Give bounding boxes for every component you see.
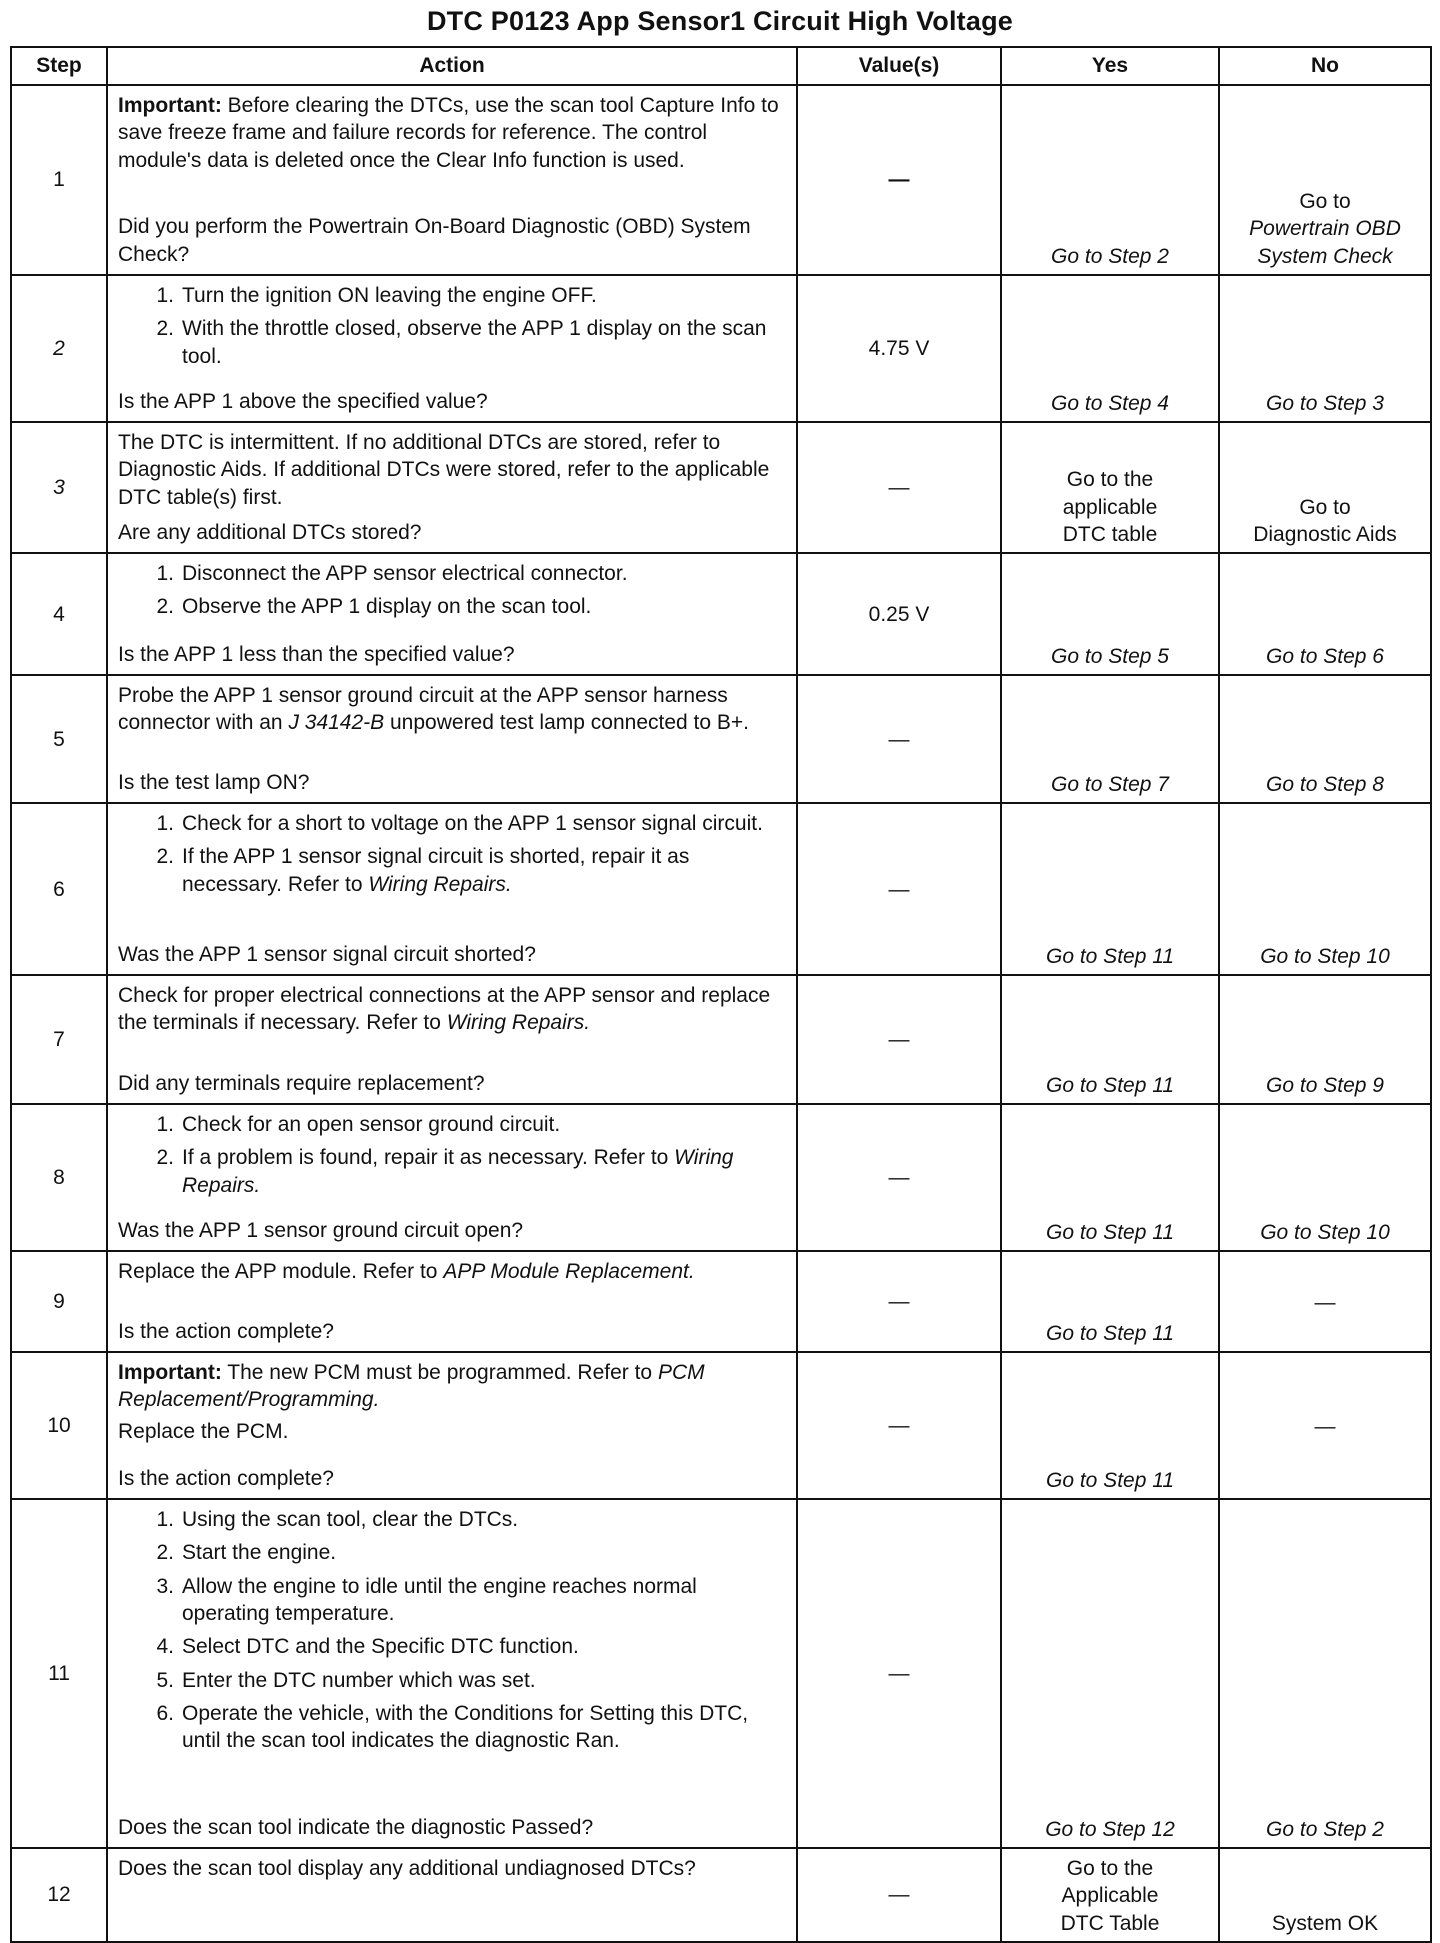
list-item [118,560,786,587]
item-number: 2. [156,595,174,619]
header-step: Step [11,47,107,85]
item-text: Allow the engine to idle until the engine reaches normal operating temperature. [182,1574,697,1626]
yes-cell: Go to Step 12 [1001,1499,1219,1848]
no-cell: Go to Step 10 [1219,803,1431,975]
action-cell [107,1251,797,1352]
action-cell [107,422,797,553]
item-text [182,843,786,898]
doc-reference: APP Module Replacement. [443,1260,695,1284]
action-cell [107,1104,797,1251]
step-number: 12 [11,1848,107,1942]
item-number: 1. [156,812,174,836]
action-question: Was the APP 1 sensor signal circuit shorted? [118,942,536,966]
no-cell: — [1219,1352,1431,1499]
item-number: 2. [156,317,174,341]
action-cell [107,85,797,275]
value-cell: — [797,1251,1001,1352]
table-row [11,1251,1431,1352]
dtc-table [10,46,1432,1943]
no-cell [1219,422,1431,553]
item-text: Observe the APP 1 display on the scan tool. [182,595,592,619]
action-question: Is the action complete? [118,1319,334,1343]
item-text: Turn the ignition ON leaving the engine OFF. [182,284,597,307]
table-row [11,803,1431,975]
no-cell: Go to Step 10 [1219,1104,1431,1251]
list-item [118,810,786,837]
table-row [11,1499,1431,1848]
step-number: 5 [11,675,107,803]
list-item [118,1667,786,1694]
important-text: The new PCM must be programmed. Refer to [221,1361,658,1385]
action-text [118,682,786,737]
yes-cell [1001,422,1219,553]
item-number: 2. [156,1146,174,1170]
table-row [11,85,1431,275]
action-cell [107,553,797,675]
item-text: With the throttle closed, observe the APP 1 display on the scan tool. [182,317,767,368]
action-question: Is the action complete? [118,1466,334,1490]
yes-cell: Go to Step 11 [1001,1251,1219,1352]
yes-cell: Go to Step 11 [1001,803,1219,975]
doc-reference: Wiring Repairs. [446,1011,591,1035]
action-question: Does the scan tool display any additional undiagnosed DTCs? [118,1857,696,1881]
doc-reference: Wiring Repairs. [182,1146,734,1197]
value-cell: 4.75 V [797,275,1001,422]
item-number: 2. [156,1541,174,1565]
table-row [11,275,1431,422]
yes-line: Go to the [1066,468,1154,492]
list-item [118,1700,786,1755]
table-row [11,975,1431,1104]
step-number: 6 [11,803,107,975]
action-question: Is the test lamp ON? [118,770,310,794]
no-cell: Go to Step 6 [1219,553,1431,675]
list-item [118,1539,786,1566]
list-item [118,282,786,309]
item-text-part: If the APP 1 sensor signal circuit is shorted, repair it as necessary. Refer to [182,845,690,896]
yes-line: applicable [1062,495,1158,519]
action-question: Did any terminals require replacement? [118,1071,485,1095]
item-text: Select DTC and the Specific DTC function. [182,1635,579,1659]
action-cell [107,275,797,422]
yes-cell: Go to Step 7 [1001,675,1219,803]
value-cell: 0.25 V [797,553,1001,675]
important-label: Important: [118,94,222,117]
item-number: 4. [156,1635,174,1659]
yes-cell [1001,1848,1219,1942]
document-title: DTC P0123 App Sensor1 Circuit High Voltage [426,6,1013,36]
list-item [118,1111,786,1138]
yes-cell: Go to Step 11 [1001,1352,1219,1499]
list-item [118,843,786,898]
action-cell [107,1848,797,1942]
action-steps [118,810,786,904]
step-number: 8 [11,1104,107,1251]
action-text: The DTC is intermittent. If no additional DTCs are stored, refer to Diagnostic Aids. If additional DTCs were stored, refer to the applicable DTC table(s) first. [118,431,770,509]
item-number: 3. [156,1574,174,1598]
step-number: 11 [11,1499,107,1848]
step-number: 1 [11,85,107,275]
item-text [182,1144,786,1199]
yes-line: Applicable [1061,1884,1159,1908]
item-text: Using the scan tool, clear the DTCs. [182,1508,519,1532]
value-text: — [888,168,910,192]
yes-cell: Go to Step 5 [1001,553,1219,675]
item-text: Operate the vehicle, with the Conditions for Setting this DTC, until the scan tool indicates the diagnostic Ran. [182,1701,749,1753]
action-text-part: Check for proper electrical connections at the APP sensor and replace the terminals if necessary. Refer to [118,984,771,1035]
no-cell: — [1219,1251,1431,1352]
table-row [11,422,1431,553]
important-label: Important: [118,1361,222,1385]
value-cell: — [797,1104,1001,1251]
tool-reference: J 34142-B [288,711,385,735]
action-question: Is the APP 1 less than the specified value? [118,642,515,666]
item-text: Check for an open sensor ground circuit. [182,1113,561,1137]
value-cell: — [797,803,1001,975]
table-row [11,1848,1431,1942]
yes-line: Go to the [1066,1857,1154,1881]
list-item [118,1144,786,1199]
yes-cell: Go to Step 2 [1001,85,1219,275]
no-reference: Powertrain OBD System Check [1249,217,1401,268]
action-steps [118,282,786,376]
no-line: Diagnostic Aids [1253,522,1397,546]
table-row [11,675,1431,803]
header-row [11,47,1431,85]
step-number: 7 [11,975,107,1104]
action-cell [107,1499,797,1848]
action-text: Replace the PCM. [118,1419,289,1443]
value-cell: — [797,1499,1001,1848]
action-text-part: Replace the APP module. Refer to [118,1260,444,1284]
table-row [11,553,1431,675]
important-note [118,1359,786,1414]
no-cell [1219,85,1431,275]
item-text: Start the engine. [182,1541,337,1565]
yes-line: DTC table [1062,522,1158,546]
action-steps [118,560,786,627]
action-cell [107,1352,797,1499]
item-number: 1. [156,284,174,307]
item-number: 2. [156,845,174,869]
list-item [118,315,786,370]
step-number: 4 [11,553,107,675]
no-line: Go to [1299,495,1351,519]
list-item [118,593,786,620]
action-cell [107,675,797,803]
action-steps [118,1111,786,1205]
no-cell: Go to Step 3 [1219,275,1431,422]
step-number: 2 [11,275,107,422]
item-number: 5. [156,1668,174,1692]
doc-reference: Wiring Repairs. [368,872,512,896]
yes-line: DTC Table [1060,1911,1160,1935]
step-number: 9 [11,1251,107,1352]
item-number: 6. [156,1701,174,1725]
action-steps [118,1506,786,1760]
action-text [118,1258,786,1285]
item-number: 1. [156,1113,174,1137]
header-yes: Yes [1001,47,1219,85]
no-cell: Go to Step 8 [1219,675,1431,803]
item-number: 1. [156,1508,174,1532]
step-number: 3 [11,422,107,553]
table-row [11,1352,1431,1499]
no-cell: Go to Step 9 [1219,975,1431,1104]
value-cell: — [797,675,1001,803]
action-text [118,982,786,1037]
important-note [118,92,786,174]
value-cell [797,85,1001,275]
item-text: Check for a short to voltage on the APP 1 sensor signal circuit. [182,812,763,836]
item-number: 1. [156,562,174,586]
step-number: 10 [11,1352,107,1499]
value-cell: — [797,422,1001,553]
no-cell: System OK [1219,1848,1431,1942]
item-text: Disconnect the APP sensor electrical connector. [182,562,628,586]
header-no: No [1219,47,1431,85]
action-question: Does the scan tool indicate the diagnostic Passed? [118,1815,594,1839]
list-item [118,1633,786,1660]
action-text-part: unpowered test lamp connected to B+. [384,711,749,735]
table-row [11,1104,1431,1251]
item-text-part: If a problem is found, repair it as necessary. Refer to [182,1146,675,1170]
value-cell: — [797,975,1001,1104]
no-cell: Go to Step 2 [1219,1499,1431,1848]
action-question: Are any additional DTCs stored? [118,520,422,544]
action-question: Did you perform the Powertrain On-Board Diagnostic (OBD) System Check? [118,215,751,266]
item-text: Enter the DTC number which was set. [182,1668,536,1692]
action-cell [107,803,797,975]
list-item [118,1573,786,1628]
action-question: Was the APP 1 sensor ground circuit open? [118,1218,524,1242]
action-question: Is the APP 1 above the specified value? [118,389,488,413]
value-cell: — [797,1352,1001,1499]
yes-cell: Go to Step 4 [1001,275,1219,422]
header-action: Action [107,47,797,85]
no-prefix: Go to [1299,190,1351,214]
yes-cell: Go to Step 11 [1001,1104,1219,1251]
list-item [118,1506,786,1533]
important-text: Before clearing the DTCs, use the scan tool Capture Info to save freeze frame and failure records for reference. The control module's data is deleted once the Clear Info function is used. [118,94,779,172]
doc-reference: PCM Replacement/Programming. [118,1361,705,1412]
value-cell: — [797,1848,1001,1942]
yes-cell: Go to Step 11 [1001,975,1219,1104]
action-text-part: Probe the APP 1 sensor ground circuit at the APP sensor harness connector with an [118,684,728,735]
action-cell [107,975,797,1104]
header-values: Value(s) [797,47,1001,85]
